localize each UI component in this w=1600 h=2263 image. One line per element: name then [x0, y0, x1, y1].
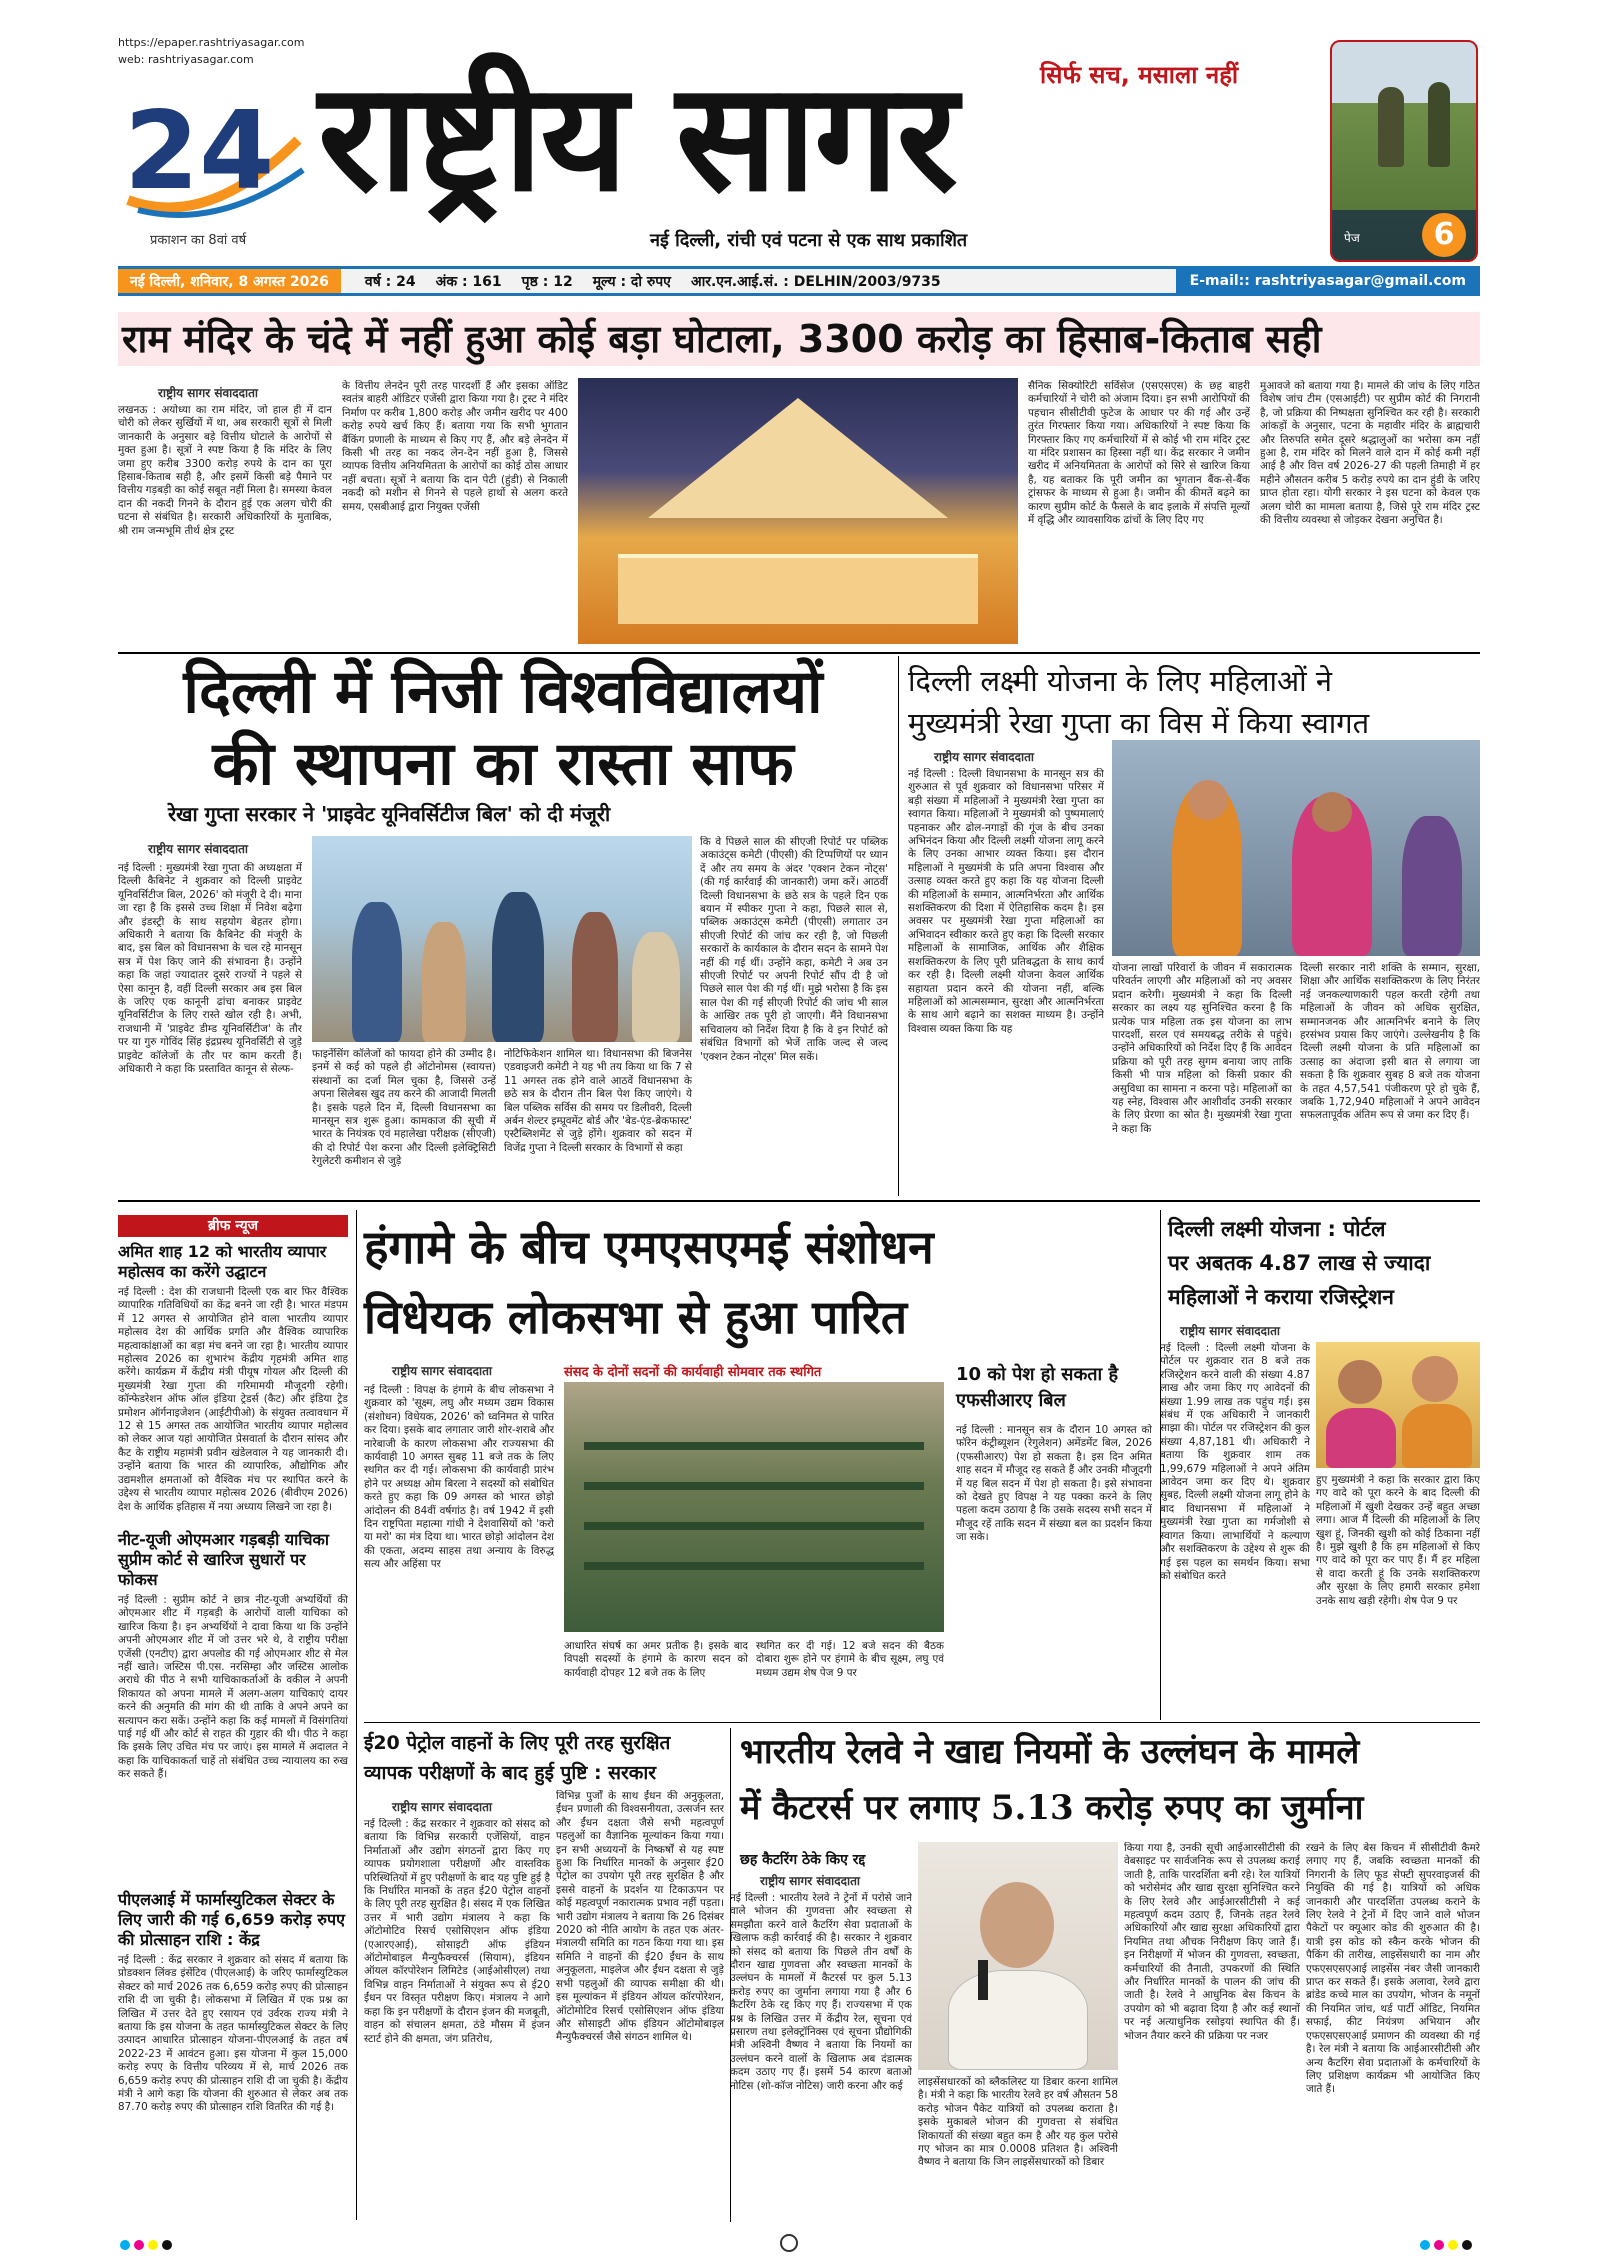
student-figure [632, 932, 680, 1042]
brief2-headline: नीट-यूजी ओएमआर गड़बड़ी याचिका सुप्रीम कोर्ट से खारिज सुधारों पर फोकस [118, 1530, 329, 1589]
cmyk-dot-icon [1420, 2240, 1430, 2250]
story4-col1: नई दिल्ली : विपक्ष के हंगामे के बीच लोकसभा ने शुक्रवार को 'सूक्ष्म, लघु और मध्यम उद्यम विकास (संशोधन) विधेयक, 2026' को ध्वनिमत से पारित कर दिया। इसके बाद लगातार जारी शोर-शराबे और नारेबाजी के कारण लोकसभा और राज्यसभा की कार्यवाही 10 अगस्त सुबह 11 बजे तक के लिए स्थगित कर दी गई। लोकसभा की कार्यवाही प्रारंभ होने पर अध्यक्ष ओम बिरला ने सदस्यों को संबोधित करते हुए कहा कि 09 अगस्त को भारत छोड़ो आंदोलन की 84वीं वर्षगांठ है। वर्ष 1942 में इसी दिन राष्ट्रपिता महात्मा गांधी ने देशवासियों को 'करो या मरो' का मंत्र दिया था। भारत छोड़ो आंदोलन देश की एकता, अदम्य साहस तथा अन्याय के विरुद्ध सत्य और अहिंसा पर [364, 1384, 554, 1571]
web-url[interactable]: web: rashtriyasagar.com [118, 53, 254, 66]
story6-byline: राष्ट्रीय सागर संवाददाता [392, 1800, 493, 1814]
story3-byline: राष्ट्रीय सागर संवाददाता [934, 750, 1035, 764]
corner-photo [1330, 40, 1478, 262]
ram-mandir-photo [578, 378, 1018, 644]
person-figure [948, 1970, 1088, 2070]
story4-headline [364, 1212, 1124, 1352]
story4-col2: आधारित संघर्ष का अमर प्रतीक है। इसके बाद विपक्षी सदस्यों के हंगामे के कारण सदन को कार्यवाही दोपहर 12 बजे तक के लिए [564, 1640, 748, 1679]
story2-col3: नोटिफिकेशन शामिल था। विधानसभा की बिजनेस एडवाइजरी कमेटी ने यह भी तय किया था कि 7 से 11 अगस्त तक होने वाले आठवें विधानसभा के छठे सत्र के दौरान तीन बिल पेश किए जाएंगे। ये बिल पब्लिक सर्विस की समय पर डिलीवरी, दिल्ली अर्बन शेल्टर इम्प्रूवमेंट बोर्ड और 'बेड-एंड-ब्रेकफास्ट' एस्टैब्लिशमेंट से जुड़े होंगे। शुक्रवार को सदन में विजेंद्र गुप्ता ने दिल्ली सरकार के विभागों से कहा [504, 1048, 692, 1154]
story1-col4: मुआवजे को बताया गया है। मामले की जांच के लिए गठित विशेष जांच टीम (एसआईटी) पर सुप्रीम कोर्ट की निगरानी है, जो प्रक्रिया की निष्पक्षता सुनिश्चित कर रही है। सरकारी आंकड़ों के अनुसार, पटना के महावीर मंदिर के ब्राह्मचारी और तिरुपति समेत दूसरे श्रद्धालुओं का भरोसा कम नहीं हुआ है, राम मंदिर को मिलने वाले दान में कोई कमी नहीं आई है और वित्त वर्ष 2026-27 की पहली तिमाही में हर महीने औसतन करीब 5 करोड़ रुपये का दान हुंडी के जरिए प्राप्त होता रहा। योगी सरकार ने इस घटना को केवल एक अलग चोरी का मामला बताया है, जिसे पूरे राम मंदिर ट्रस्ट की वित्तीय व्यवस्था से जोड़कर देखना अनुचित है। [1260, 380, 1480, 527]
brief3-body: नई दिल्ली : केंद्र सरकार ने शुक्रवार को संसद में बताया कि प्रोडक्शन लिंक्ड इंसेंटिव (पीएलआई) के जरिए फार्मास्युटिकल सेक्टर को मार्च 2026 तक 6,659 करोड़ रुपए की प्रोत्साहन राशि दी जा चुकी है। लोकसभा में लिखित में एक प्रश्न का लिखित में उत्तर देते हुए रसायन एवं उर्वरक राज्य मंत्री ने बताया कि इस योजना के तहत फार्मास्युटिकल सेक्टर के लिए उत्पादन आधारित प्रोत्साहन योजना-पीएलआई के तहत वर्ष 2022-23 में आवंटन हुआ। इस योजना में कुल 15,000 करोड़ रुपए के वित्तीय परिव्यय में से, मार्च 2026 तक 6,659 करोड़ रुपए की प्रोत्साहन राशि दी जा चुकी है। केंद्रीय मंत्री ने आगे कहा कि योजना की शुरुआत से लेकर अब तक 87.70 करोड़ रुपए की प्रोत्साहन राशि वितरित की गई है। [118, 1954, 348, 2114]
woman-figure [1402, 816, 1462, 956]
story4-side-body: नई दिल्ली : मानसून सत्र के दौरान 10 अगस्त को फॉरेन कंट्रीब्यूशन (रेगुलेशन) अमेंडमेंट बिल, 2026 (एफसीआरए) पेश हो सकता है। इस दिन अमित शाह सदन में मौजूद रह सकते हैं और उनकी मौजूदगी में यह बिल सदन में पेश हो सकता है। इसे संभावना को देखते हुए विपक्ष ने यह पक्का करने के लिए पहला कदम उठाया है कि उसके सदस्य सभी सदन में मौजूद रहें ताकि सदन में संख्या बल का प्रदर्शन किया जा सके। [956, 1424, 1152, 1544]
price: मूल्य : दो रुपए [592, 273, 671, 290]
story2-col1: नई दिल्ली : मुख्यमंत्री रेखा गुप्ता की अध्यक्षता में दिल्ली कैबिनेट ने शुक्रवार को दिल्ली प्राइवेट यूनिवर्सिटीज बिल, 2026' को मंजूरी दे दी। माना जा रहा है कि इससे उच्च शिक्षा में निवेश बढ़ेगा और इंडस्ट्री के साथ सहयोग बेहतर होगा। अधिकारी ने बताया कि कैबिनेट की मंजूरी के बाद, इस बिल को विधानसभा के चल रहे मानसून सत्र में पेश किए जाने की संभावना है। उन्होंने कहा कि जहां ज्यादातर दूसरे राज्यों ने पहले से ऐसा कानून है, वहीं दिल्ली सरकार अब इस बिल के जरिए एक कानूनी ढांचा बनाकर प्राइवेट यूनिवर्सिटीज के लिए रास्ते खोल रही है। अभी, राजधानी में 'प्राइवेट डीम्ड यूनिवर्सिटीज' के तौर पर या गुरु गोविंद सिंह इंद्रप्रस्थ यूनिवर्सिटी से जुड़े प्राइवेट कॉलेजों के तौर पर काम करती हैं। अधिकारी ने कहा कि प्रस्तावित कानून से सेल्फ- [118, 862, 302, 1076]
page-label: पेज [1344, 231, 1360, 245]
brief-news-label: ब्रीफ न्यूज [118, 1215, 348, 1237]
story4-byline: राष्ट्रीय सागर संवाददाता [392, 1364, 493, 1378]
story1-col1: लखनऊ : अयोध्या का राम मंदिर, जो हाल ही में दान चोरी को लेकर सुर्खियों में था, अब सरकारी सूत्रों से मिली जानकारी के अनुसार बड़े वित्तीय घोटाले के आरोपों से मुक्त हुआ है। सूत्रों ने स्पष्ट किया है कि मंदिर के लिए जमा हुए करीब 3300 करोड़ रुपये के दान का पूरा हिसाब-किताब सही है, और इसमें किसी बड़े पैमाने पर वित्तीय गड़बड़ी का कोई सबूत नहीं मिला है। समस्या केवल दान की नकदी गिनने के दौरान हुई एक अलग चोरी की घटना से संबंधित है। सरकारी अधिकारियों के मुताबिक, श्री राम जन्मभूमि तीर्थ क्षेत्र ट्रस्ट [118, 404, 332, 537]
story7-headline-line2: में कैटरर्स पर लगाए 5.13 करोड़ रुपए का जुर्माना [740, 1788, 1364, 1828]
tagline: सिर्फ सच, मसाला नहीं [1040, 61, 1239, 89]
story6-col2: विभिन्न पुर्जों के साथ ईंधन की अनुकूलता, ईंधन प्रणाली की विश्वसनीयता, उत्सर्जन स्तर और ईंधन दक्षता जैसे सभी महत्वपूर्ण पहलुओं का वैज्ञानिक मूल्यांकन किया गया। इन सभी अध्ययनों के निष्कर्षों से यह स्पष्ट हुआ कि निर्धारित मानकों के अनुसार ई20 पेट्रोल का उपयोग पूरी तरह सुरक्षित है और इससे वाहनों के प्रदर्शन या टिकाऊपन पर कोई महत्वपूर्ण नकारात्मक प्रभाव नहीं पड़ता। भारी उद्योग मंत्रालय ने बताया कि 26 दिसंबर 2020 को नीति आयोग के तहत एक अंतर-मंत्रालयी समिति का गठन किया गया था। इस समिति ने वाहनों की ई20 ईंधन के साथ अनुकूलता, माइलेज और ईंधन दक्षता से जुड़े सभी पहलुओं की व्यापक समीक्षा की थी। इस मूल्यांकन में इंडियन ऑयल कॉरपोरेशन, ऑटोमोटिव रिसर्च एसोसिएशन ऑफ इंडिया और सोसाइटी ऑफ इंडियन ऑटोमोबाइल मैन्युफैक्चरर्स जैसे संगठन शामिल थे। [556, 1790, 724, 2044]
story3-headline-line2: मुख्यमंत्री रेखा गुप्ता का विस में किया स्वागत [908, 706, 1370, 740]
story3-headline [908, 660, 1480, 744]
brief1-headline: अमित शाह 12 को भारतीय व्यापार महोत्सव का करेंगे उद्घाटन [118, 1242, 327, 1281]
story5-headline [1168, 1212, 1480, 1314]
cmyk-dot-icon [120, 2240, 130, 2250]
face [1338, 1360, 1382, 1404]
story6-headline-line2: व्यापक परीक्षणों के बाद हुई पुष्टि : सरकार [364, 1762, 657, 1784]
students-photo [312, 836, 692, 1042]
women-welcome-photo [1112, 740, 1480, 956]
student-figure [352, 902, 402, 1042]
woman-figure [1326, 1408, 1396, 1468]
bench-row [584, 1482, 924, 1490]
story4-col3: स्थगित कर दी गई। 12 बजे सदन की बैठक दोबारा शुरू होने पर हंगामे के बीच सूक्ष्म, लघु एवं मध्यम उद्यम शेष पेज 9 पर [756, 1640, 944, 1679]
temple-spire [648, 398, 948, 518]
divider [356, 1210, 357, 2220]
cmyk-dot-icon [148, 2240, 158, 2250]
story5-col2: हुए मुख्यमंत्री ने कहा कि सरकार द्वारा किए गए वादे को पूरा करने के बाद दिल्ली की महिलाओं में खुशी देखकर उन्हें बहुत अच्छा लगा। आज मैं दिल्ली की महिलाओं के लिए खुश हूं, जिनकी खुशी को कोई ठिकाना नहीं है। मुझे खुशी है कि हम महिलाओं से किए गए वादे को पूरा कर पाए हैं। मैं हर महिला से वादा करती हूं कि उनके सशक्तिकरण और सुरक्षा के लिए हमारी सरकार हमेशा उनके साथ खड़ी रहेगी। शेष पेज 9 पर [1316, 1474, 1480, 1607]
story7-col2: किया गया है, उनकी सूची आईआरसीटीसी की वेबसाइट पर सार्वजनिक रूप से उपलब्ध कराई जाती है, ताकि पारदर्शिता बनी रहे। रेल यात्रियों को भरोसेमंद और खाद्य सुरक्षा सुनिश्चित करने के लिए रेलवे और आईआरसीटीसी ने कई महत्वपूर्ण कदम उठाए हैं, जिनके तहत रेलवे अधिकारियों और खाद्य सुरक्षा अधिकारियों द्वारा नियमित तथा औचक निरीक्षण किए जाते हैं। इन निरीक्षणों में भोजन की गुणवत्ता, स्वच्छता, कर्मचारियों की तैनाती, उपकरणों की स्थिति और निर्धारित मानकों के पालन की जांच की जाती है। रेलवे ने आधुनिक बेस किचन के उपयोग को भी बढ़ावा दिया है और कई स्थानों पर नई अत्याधुनिक रसोइयां स्थापित की हैं। भोजन तैयार करने की प्रक्रिया पर नजर [1124, 1842, 1300, 2042]
brief2-body: नई दिल्ली : सुप्रीम कोर्ट ने छात्र नीट-यूजी अभ्यर्थियों की ओएमआर शीट में गड़बड़ी के आरोपों वाली याचिका को खारिज किया है। इन अभ्यर्थियों ने दावा किया था कि उन्होंने अपनी ओएमआर शीट में जो उत्तर भरे थे, वे राष्ट्रीय परीक्षा एजेंसी (एनटीए) द्वारा अपलोड की गई ओएमआर शीट से मेल नहीं खाते। जस्टिस पी.एस. नरसिम्हा और जस्टिस आलोक अराधे की पीठ ने सभी याचिकाकर्ताओं के वकील ने अपनी शिकायत को अपना मामले में अलग-अलग याचिकाएं दायर करने की अनुमति की मांग की थी ताकि वे अपने अपने का सत्यापन करा सकें। उन्होंने कहा कि कई मामलों में विसंगतियां पाई गई थीं और कोर्ट से राहत की गुहार की थी। पीठ ने कहा कि इसके लिए उचित मंच पर जाएं। इस मामले में अदालत ने कहा कि याचिकाकर्ता चाहें तो संबंधित उच्च न्यायालय का रुख कर सकते हैं। [118, 1594, 348, 1781]
student-figure [492, 892, 544, 1042]
story4-sidehead: 10 को पेश हो सकता है एफसीआरए बिल [956, 1364, 1119, 1411]
divider [118, 652, 1480, 654]
cmyk-dot-icon [1434, 2240, 1444, 2250]
women-registration-photo [1316, 1342, 1480, 1468]
woman-figure [1402, 1404, 1472, 1468]
soldier-figure [1428, 82, 1450, 167]
minister-photo [918, 1842, 1118, 2070]
story1-col2: के वित्तीय लेनदेन पूरी तरह पारदर्शी हैं और इसका ऑडिट स्वतंत्र बाहरी ऑडिटर एजेंसी द्वारा किया गया है। ट्रस्ट ने मंदिर निर्माण पर करीब 1,800 करोड़ और जमीन खरीद पर 400 करोड़ रुपये खर्च किए हैं। बताया गया कि सभी भुगतान बैंकिंग प्रणाली के माध्यम से किए गए हैं, और बड़े लेनदेन में किसी भी तरह का नकद लेन-देन नहीं हुआ है, जिससे व्यापक वित्तीय अनियमितता के आरोपों का कोई ठोस आधार नहीं बचता। सूत्रों ने बताया कि दान पेटी (हुंडी) से निकाली नकदी को मशीन से गिनने से पहले हाथों से अलग करते समय, एसबीआई द्वारा नियुक्त एजेंसी [342, 380, 568, 513]
story5-headline-line2: पर अबतक 4.87 लाख से ज्यादा [1168, 1251, 1431, 1275]
logo-number: 24 [124, 89, 275, 214]
cmyk-dot-icon [1448, 2240, 1458, 2250]
issue-year: वर्ष : 24 [364, 273, 416, 290]
story2-byline: राष्ट्रीय सागर संवाददाता [148, 842, 249, 856]
issue-number: अंक : 161 [435, 273, 502, 290]
logo-subtitle: प्रकाशन का 8वां वर्ष [150, 233, 247, 248]
story1-headline: राम मंदिर के चंदे में नहीं हुआ कोई बड़ा घोटाला, 3300 करोड़ का हिसाब-किताब सही [118, 312, 1480, 366]
story7-headline [740, 1724, 1480, 1836]
story3-col3: दिल्ली सरकार नारी शक्ति के सम्मान, सुरक्षा, शिक्षा और आर्थिक सशक्तिकरण के लिए निरंतर नई जनकल्याणकारी पहल करती रहेगी तथा महिलाओं के जीवन को अधिक सुरक्षित, सम्मानजनक और आत्मनिर्भर बनाने के लिए हरसंभव प्रयास किए जाएंगे। उल्लेखनीय है कि दिल्ली लक्ष्मी योजना के प्रति महिलाओं का उत्साह का अंदाजा इसी बात से लगाया जा सकता है कि शुक्रवार सुबह 8 बजे तक योजना के तहत 4,57,541 पंजीकरण पूरे हो चुके हैं, जबकि 1,72,940 महिलाओं ने अपने आवेदन सफलतापूर्वक अंतिम रूप से जमा कर दिए हैं। [1300, 962, 1480, 1122]
story7-col1: नई दिल्ली : भारतीय रेलवे ने ट्रेनों में परोसे जाने वाले भोजन की गुणवत्ता और स्वच्छता से समझौता करने वाले कैटरिंग सेवा प्रदाताओं के खिलाफ कड़ी कार्रवाई की है। सरकार ने शुक्रवार को संसद को बताया कि पिछले तीन वर्षों के दौरान खाद्य गुणवत्ता और स्वच्छता मानकों के उल्लंघन के मामलों में कैटरर्स पर कुल 5.13 करोड़ रुपए का जुर्माना लगाया गया है और 6 कैटरिंग ठेके रद्द किए गए हैं। राज्यसभा में एक प्रश्न के लिखित उत्तर में केंद्रीय रेल, सूचना एवं प्रसारण तथा इलेक्ट्रॉनिक्स एवं सूचना प्रौद्योगिकी मंत्री अश्विनी वैष्णव ने बताया कि नियमों का उल्लंघन करने वालों के खिलाफ अब दंडात्मक कदम उठाए गए हैं। इसमें 54 कारण बताओ नोटिस (शो-कॉज नोटिस) जारी करना और कई [730, 1892, 912, 2092]
brief1 [118, 1242, 348, 1516]
bench-row [584, 1562, 924, 1570]
student-figure [572, 912, 618, 1042]
brief3-headline: पीएलआई में फार्मास्युटिकल सेक्टर के लिए जारी की गई 6,659 करोड़ रुपए की प्रोत्साहन राशि : केंद्र [118, 1890, 345, 1949]
bench-row [584, 1442, 924, 1450]
story3-col2: योजना लाखों परिवारों के जीवन में सकारात्मक परिवर्तन लाएगी और महिलाओं को नए अवसर प्रदान करेगी। मुख्यमंत्री ने कहा कि दिल्ली सरकार का लक्ष्य यह सुनिश्चित करना है कि प्रत्येक पात्र महिला तक इस योजना का लाभ पारदर्शी, सरल एवं समयबद्ध तरीके से पहुंचे। उन्होंने अधिकारियों को निर्देश दिए हैं कि आवेदन प्रक्रिया को पूरी तरह सुगम बनाया जाए ताकि किसी भी पात्र महिला को किसी प्रकार की असुविधा का सामना न करना पड़े। महिलाओं का यह स्नेह, विश्वास और आशीर्वाद उनकी सरकार के लिए प्रेरणा का स्रोत है। मुख्यमंत्री रेखा गुप्ता ने कहा कि [1112, 962, 1292, 1135]
cmyk-dot-icon [134, 2240, 144, 2250]
story2-headline-line1: दिल्ली में निजी विश्वविद्यालयों [183, 657, 823, 727]
story6-headline-line1: ई20 पेट्रोल वाहनों के लिए पूरी तरह सुरक्षित [364, 1732, 671, 1754]
face [980, 1882, 1054, 1968]
face [1188, 780, 1228, 820]
story1-byline: राष्ट्रीय सागर संवाददाता [158, 386, 259, 400]
cmyk-dot-icon [162, 2240, 172, 2250]
story3-headline-line1: दिल्ली लक्ष्मी योजना के लिए महिलाओं ने [908, 664, 1332, 698]
brief2 [118, 1530, 348, 1886]
page-badge [1332, 210, 1476, 260]
newspaper-title: राष्ट्रीय सागर [318, 49, 956, 225]
info-bar [118, 266, 1480, 296]
story3-col1: नई दिल्ली : दिल्ली विधानसभा के मानसून सत्र की शुरुआत से पूर्व शुक्रवार को विधानसभा परिसर में बड़ी संख्या में महिलाओं ने मुख्यमंत्री रेखा गुप्ता का स्वागत किया। महिलाओं ने मुख्यमंत्री को पुष्पमालाएं पहनाकर और ढोल-नगाड़ों की गूंज के बीच उनका अभिनंदन किया और दिल्ली लक्ष्मी योजना लागू करने के लिए उनका आभार व्यक्त किया। इस दौरान महिलाओं ने मुख्यमंत्री के प्रति अपना विश्वास और उत्साह व्यक्त करते हुए कहा कि यह योजना दिल्ली की महिलाओं के सम्मान, आत्मनिर्भरता और आर्थिक सशक्तिकरण की दिशा में ऐतिहासिक कदम है। इस अवसर पर मुख्यमंत्री रेखा गुप्ता महिलाओं का अभिवादन स्वीकार करते हुए कहा कि दिल्ली सरकार महिलाओं के सामाजिक, आर्थिक और शैक्षिक सशक्तिकरण के लिए पूरी प्रतिबद्धता के साथ कार्य कर रही है। दिल्ली लक्ष्मी योजना केवल आर्थिक सहायता प्रदान करने की योजना नहीं, बल्कि महिलाओं को आत्मसम्मान, सुरक्षा और आत्मनिर्भरता के साथ आगे बढ़ाने का सशक्त माध्यम है। उन्होंने विश्वास व्यक्त किया कि यह [908, 768, 1104, 1035]
cmyk-dot-icon [1462, 2240, 1472, 2250]
story2-col2: फाइनेंसिंग कॉलेजों को फायदा होने की उम्मीद है। इनमें से कई को पहले ही ऑटोनोमस (स्वायत्त) संस्थानों का दर्जा मिल चुका है, जिससे उन्हें अपना सिलेबस खुद तय करने की आजादी मिलती है। इसके पहले दिन में, दिल्ली विधानसभा का मानसून सत्र शुरू हुआ। कामकाज की सूची में भारत के नियंत्रक एवं महालेखा परीक्षक (सीएजी) की दो रिपोर्ट पेश करना और दिल्ली इलेक्ट्रिसिटी रेगुलेटरी कमीशन से जुड़े [312, 1048, 496, 1168]
masthead-subtitle: नई दिल्ली, रांची एवं पटना से एक साथ प्रकाशित [650, 230, 968, 251]
page-number: 6 [1422, 213, 1466, 257]
brief1-body: नई दिल्ली : देश की राजधानी दिल्ली एक बार फिर वैश्विक व्यापारिक गतिविधियों का केंद्र बनने जा रही है। भारत मंडपम में 12 अगस्त से आयोजित होने वाला भारतीय व्यापार महोत्सव देश की आर्थिक प्रगति और वैश्विक व्यापारिक महत्वाकांक्षाओं का बड़ा मंच बनने जा रहा है। भारतीय व्यापार महोत्सव 2026 का शुभारंभ केंद्रीय गृहमंत्री अमित शाह करेंगे। कार्यक्रम में केंद्रीय मंत्री पीयूष गोयल और दिल्ली की मुख्यमंत्री रेखा गुप्ता की गरिमामयी मौजूदगी रहेगी। कॉन्फेडरेशन ऑफ ऑल इंडिया ट्रेडर्स (कैट) और इंडिया ट्रेड प्रमोशन ऑर्गनाइजेशन (आईटीपीओ) के संयुक्त तत्वावधान में 12 से 15 अगस्त तक आयोजित भारतीय व्यापार महोत्सव को लेकर आज यहां आयोजित प्रेसवार्ता के दौरान सांसद और कैट के राष्ट्रीय महामंत्री प्रवीन खंडेलवाल ने यह जानकारी दी। उन्होंने बताया कि भारत की व्यापारिक, औद्योगिक और उद्यमशील क्षमताओं को वैश्विक मंच पर स्थापित करने के उद्देश्य से भारतीय व्यापार महोत्सव 2026 (बीवीएम 2026) देश के आर्थिक इतिहास में नया अध्याय लिखने जा रहा है। [118, 1286, 348, 1513]
story6-headline [364, 1728, 724, 1788]
masthead-urls [118, 34, 304, 68]
temple-base [618, 554, 978, 624]
story7-headline-line1: भारतीय रेलवे ने खाद्य नियमों के उल्लंघन के मामले [740, 1732, 1360, 1772]
story2-subhead: रेखा गुप्ता सरकार ने 'प्राइवेट यूनिवर्सिटीज बिल' को दी मंजूरी [168, 802, 611, 826]
microphone-icon [978, 1960, 988, 2000]
registration-mark-icon [780, 2234, 798, 2252]
brief3 [118, 1890, 348, 2184]
story7-col3: रखने के लिए बेस किचन में सीसीटीवी कैमरे लगाए गए हैं, जबकि स्वच्छता मानकों की निगरानी के लिए फूड सेफ्टी सुपरवाइजर्स की नियुक्ति की गई है। यात्रियों को अधिक जानकारी और पारदर्शिता उपलब्ध कराने के लिए रेलवे ने ट्रेनों में दिए जाने वाले भोजन पैकेटों पर क्यूआर कोड की शुरुआत की है। यात्री इस कोड को स्कैन करके भोजन की पैकिंग की तारीख, लाइसेंसधारी का नाम और एफएसएसएआई लाइसेंस नंबर जैसी जानकारी प्राप्त कर सकते हैं। इसके अलावा, रेलवे द्वारा ब्रांडेड कच्चे माल का उपयोग, भोजन के नमूनों की नियमित जांच, थर्ड पार्टी ऑडिट, नियमित सफाई, कीट नियंत्रण अभियान और एफएसएसएआई प्रमाणन की व्यवस्था की गई है। रेल मंत्री ने बताया कि आईआरसीटीसी और अन्य कैटरिंग सेवा प्रदाताओं के कर्मचारियों के लिए प्रशिक्षण कार्यक्रम भी आयोजित किए जाते हैं। [1306, 1842, 1480, 2096]
page-count: पृष्ठ : 12 [521, 273, 573, 290]
story2-col4: कि वे पिछले साल की सीएजी रिपोर्ट पर पब्लिक अकाउंट्स कमेटी (पीएसी) की टिप्पणियों पर ध्यान दें और तय समय के अंदर 'एक्शन टेकन नोट्स' (की गई कार्रवाई की जानकारी) जमा करें। आठवीं दिल्ली विधानसभा के छठे सत्र के पहले दिन एक बयान में स्पीकर गुप्ता ने कहा, पिछले साल से, पब्लिक अकाउंट्स कमेटी (पीएसी) लगातार उन सीएजी रिपोर्ट की जांच कर रही है, जो पिछली सरकारों के कार्यकाल के दौरान सदन के सामने पेश नहीं की गई थीं। उन्होंने कहा, कमेटी ने अब उन सीएजी रिपोर्ट पर अपनी रिपोर्ट सौंप दी है जो पिछले साल पेश की गई थीं। मुझे भरोसा है कि इस साल पेश की गई सीएजी रिपोर्ट की जांच भी साल के आखिर तक पूरी हो जाएगी। मैंने विधानसभा सचिवालय को निर्देश दिया है कि वे इन रिपोर्ट को संबंधित विभागों को भेजें ताकि जल्द से जल्द 'एक्शन टेकन नोट्स' मिल सकें। [700, 836, 888, 1063]
story7-byline: राष्ट्रीय सागर संवाददाता [760, 1874, 861, 1888]
soldier-figure [1378, 87, 1404, 167]
email-link[interactable]: E-mail:: rashtriyasagar@gmail.com [1176, 269, 1480, 293]
story2-headline [118, 656, 888, 800]
story7-subhead: छह कैटरिंग ठेके किए रद्द [740, 1852, 866, 1868]
divider [118, 1200, 1480, 1202]
story4-photo-caption: संसद के दोनों सदनों की कार्यवाही सोमवार तक स्थगित [564, 1365, 822, 1380]
face [1312, 792, 1352, 832]
story2-headline-line2: की स्थापना का रास्ता साफ [212, 729, 794, 799]
logo-24 [118, 80, 308, 220]
face [1412, 1356, 1458, 1402]
story5-headline-line3: महिलाओं ने कराया रजिस्ट्रेशन [1168, 1285, 1394, 1309]
story5-col1: नई दिल्ली : दिल्ली लक्ष्मी योजना के पोर्टल पर शुक्रवार रात 8 बजे तक रजिस्ट्रेशन करने वाली की संख्या 4.87 लाख और जमा किए गए आवेदनों की संख्या 1.99 लाख तक पहुंच गई। इस संबंध में एक अधिकारी ने जानकारी साझा की। पोर्टल पर रजिस्ट्रेशन की कुल संख्या 4,87,181 थी। अधिकारी ने बताया कि शुक्रवार शाम तक 1,99,679 महिलाओं ने अपने अंतिम आवेदन जमा कर दिए थे। शुक्रवार सुबह, दिल्ली लक्ष्मी योजना लागू होने के बाद विधानसभा में महिलाओं ने मुख्यमंत्री रेखा गुप्ता का गर्मजोशी से स्वागत किया। लाभार्थियों ने कल्याण और सशक्तिकरण के उद्देश्य से शुरू की गई इस पहल का समर्थन किया। सभा को संबोधित करते [1160, 1342, 1310, 1582]
story4-headline-line2: विधेयक लोकसभा से हुआ पारित [364, 1290, 908, 1344]
rni-number: आर.एन.आई.सं. : DELHIN/2003/9735 [690, 273, 941, 290]
issue-date: नई दिल्ली, शनिवार, 8 अगस्त 2026 [118, 269, 341, 293]
student-figure [422, 922, 466, 1042]
divider [898, 656, 899, 1196]
story4-headline-line1: हंगामे के बीच एमएसएमई संशोधन [364, 1220, 934, 1274]
story5-headline-line1: दिल्ली लक्ष्मी योजना : पोर्टल [1168, 1217, 1386, 1241]
story7-photo-caption: लाइसेंसधारकों को ब्लैकलिस्ट या डिबार करना शामिल है। मंत्री ने कहा कि भारतीय रेलवे हर वर्ष औसतन 58 करोड़ भोजन पैकेट यात्रियों को उपलब्ध कराता है। इसके मुकाबले भोजन की गुणवत्ता से संबंधित शिकायतों की संख्या बहुत कम है और यह कुल परोसे गए भोजन का मात्र 0.0008 प्रतिशत है। अश्विनी वैष्णव ने बताया कि जिन लाइसेंसधारकों को डिबार [918, 2076, 1118, 2169]
story1-col3: सैनिक सिक्योरिटी सर्विसेज (एसएसएस) के छह बाहरी कर्मचारियों ने चोरी को अंजाम दिया। इन सभी आरोपियों की पहचान सीसीटीवी फुटेज के आधार पर की गई और उन्हें तुरंत गिरफ्तार किया गया। अधिकारियों ने स्पष्ट किया कि गिरफ्तार किए गए कर्मचारियों में से कोई भी राम मंदिर ट्रस्ट या मंदिर प्रशासन का हिस्सा नहीं था। केंद्र सरकार ने जमीन खरीद में अनियमितता के आरोपों को सिरे से खारिज किया है, यह बताकर कि पूरी जमीन का भुगतान बैंक-से-बैंक ट्रांसफर के माध्यम से हुआ है। जमीन की कीमतें बढ़ने का कारण सुप्रीम कोर्ट के फैसले के बाद इलाके में संपत्ति मूल्यों में वृद्धि और व्यावसायिक ढांचों के लिए दिए गए [1028, 380, 1250, 527]
story5-byline: राष्ट्रीय सागर संवाददाता [1180, 1324, 1281, 1338]
divider [364, 1722, 1480, 1723]
parliament-photo [564, 1382, 944, 1632]
story6-col1: नई दिल्ली : केंद्र सरकार ने शुक्रवार को संसद को बताया कि विभिन्न सरकारी एजेंसियों, वाहन निर्माताओं और उद्योग संगठनों द्वारा किए गए व्यापक प्रयोगशाला परीक्षणों और वास्तविक परिस्थितियों में हुए परीक्षणों के बाद यह पुष्टि हुई है कि निर्धारित मानकों के तहत ई20 पेट्रोल वाहनों के लिए पूरी तरह सुरक्षित है। संसद में एक लिखित उत्तर में भारी उद्योग मंत्रालय ने कहा कि ऑटोमोटिव रिसर्च एसोसिएशन ऑफ इंडिया (एआरएआई), सोसाइटी ऑफ इंडियन ऑटोमोबाइल मैन्युफैक्चरर्स (सियाम), इंडियन ऑयल कॉरपोरेशन लिमिटेड (आईओसीएल) तथा विभिन्न वाहन निर्माताओं ने संयुक्त रूप से ई20 ईंधन पर विस्तृत परीक्षण किए। मंत्रालय ने आगे कहा कि इन परीक्षणों के दौरान इंजन की मजबूती, वाहन को संचालन क्षमता, ठंडे मौसम में इंजन स्टार्ट होने की क्षमता, जंग प्रतिरोध, [364, 1818, 550, 2045]
bench-row [584, 1522, 924, 1530]
epaper-url[interactable]: https://epaper.rashtriyasagar.com [118, 36, 305, 49]
